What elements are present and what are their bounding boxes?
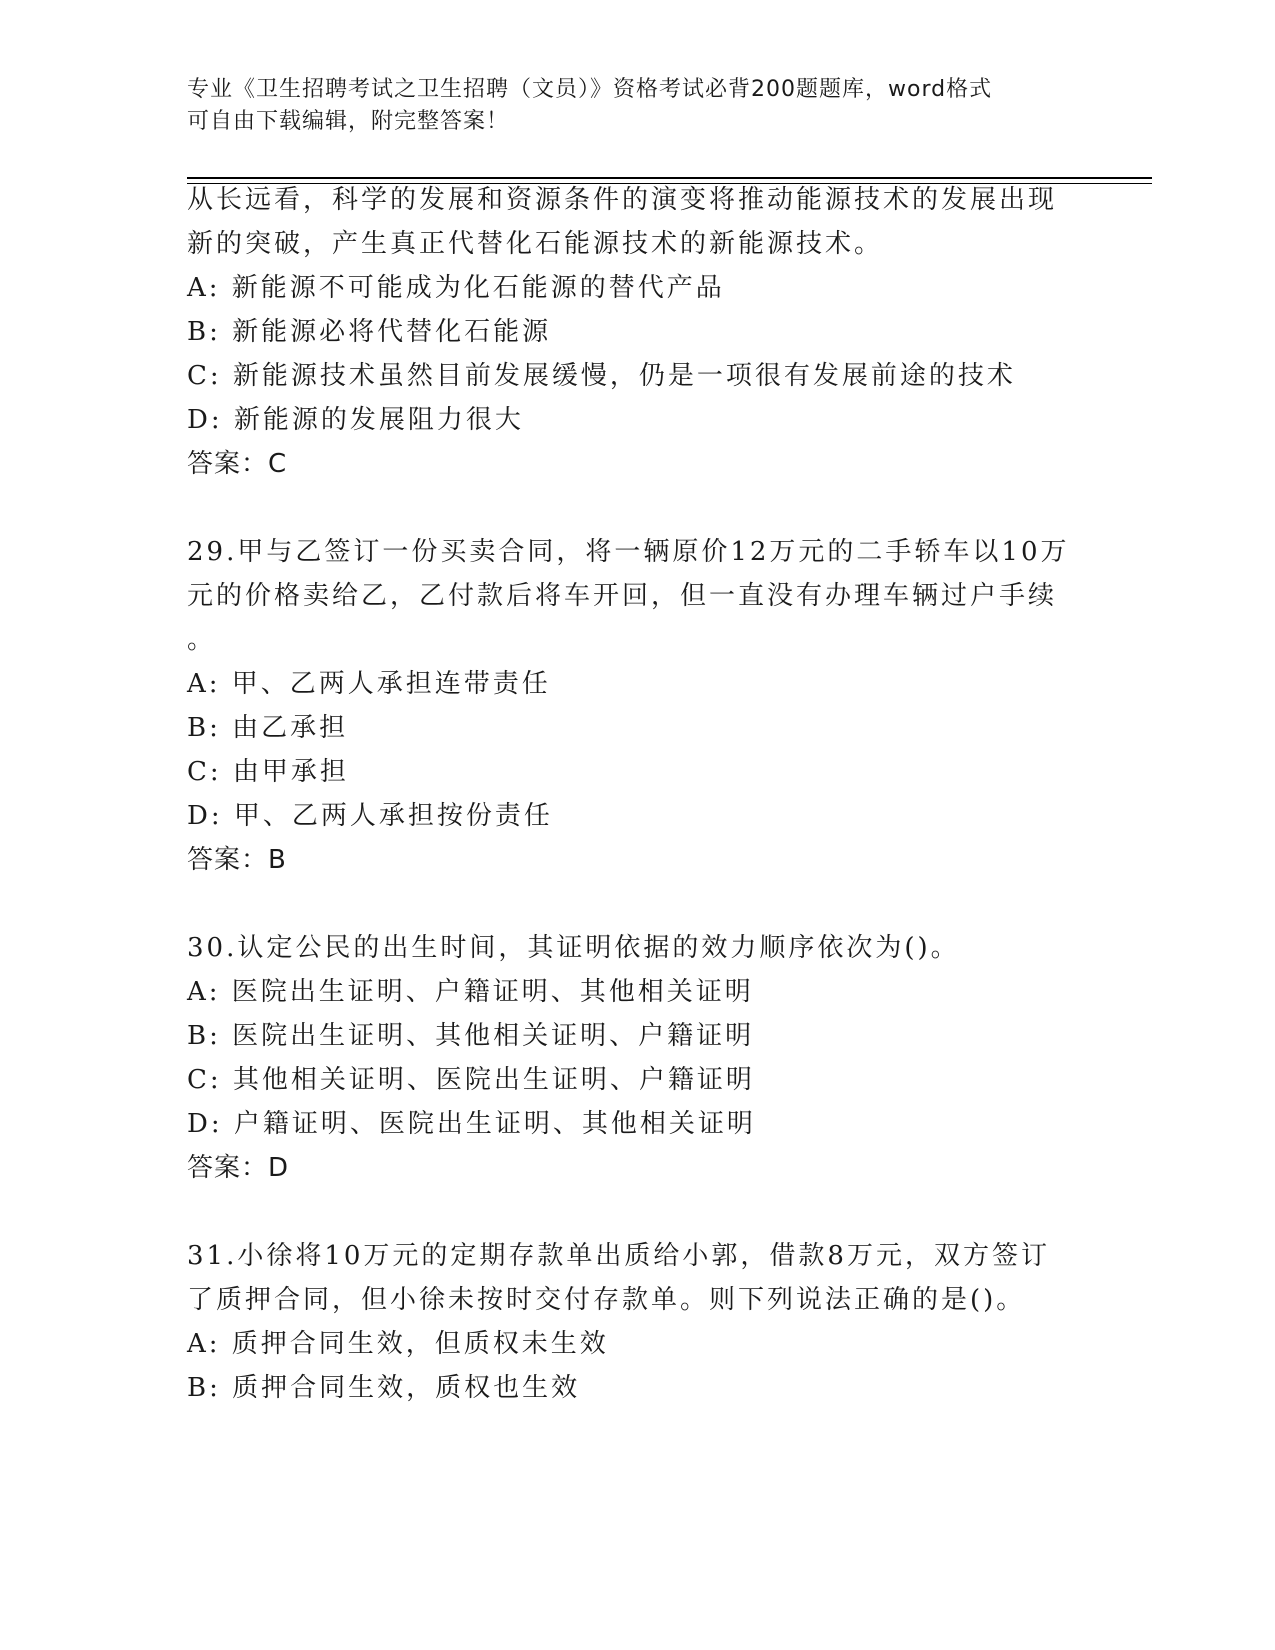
q29-option-d: D: 甲、乙两人承担按份责任 <box>187 801 553 831</box>
q29-stem-line-2: 元的价格卖给乙，乙付款后将车开回，但一直没有办理车辆过户手续 <box>187 581 1058 611</box>
q28-answer: 答案：C <box>187 449 288 479</box>
q28-option-a: A: 新能源不可能成为化石能源的替代产品 <box>187 273 725 303</box>
header-line-2: 可自由下载编辑，附完整答案！ <box>187 109 510 134</box>
q29-stem-line-3: 。 <box>187 625 217 655</box>
header-divider-thick <box>187 177 1152 179</box>
q29-option-a: A: 甲、乙两人承担连带责任 <box>187 669 551 699</box>
q29-stem-line-1: 29.甲与乙签订一份买卖合同，将一辆原价12万元的二手轿车以10万 <box>187 537 1070 567</box>
q28-stem-line-2: 新的突破，产生真正代替化石能源技术的新能源技术。 <box>187 229 884 259</box>
q31-option-b: B: 质押合同生效，质权也生效 <box>187 1373 581 1403</box>
q29-option-c: C: 由甲承担 <box>187 757 349 787</box>
q28-option-b: B: 新能源必将代替化石能源 <box>187 317 552 347</box>
q31-stem-line-1: 31.小徐将10万元的定期存款单出质给小郭，借款8万元，双方签订 <box>187 1241 1050 1271</box>
q30-option-d: D: 户籍证明、医院出生证明、其他相关证明 <box>187 1109 756 1139</box>
q28-stem-line-1: 从长远看，科学的发展和资源条件的演变将推动能源技术的发展出现 <box>187 185 1058 215</box>
q31-option-a: A: 质押合同生效，但质权未生效 <box>187 1329 609 1359</box>
q31-stem-line-2: 了质押合同，但小徐未按时交付存款单。则下列说法正确的是()。 <box>187 1285 1026 1315</box>
q29-option-b: B: 由乙承担 <box>187 713 349 743</box>
q30-option-c: C: 其他相关证明、医院出生证明、户籍证明 <box>187 1065 755 1095</box>
q28-option-d: D: 新能源的发展阻力很大 <box>187 405 524 435</box>
q28-option-c: C: 新能源技术虽然目前发展缓慢，仍是一项很有发展前途的技术 <box>187 361 1016 391</box>
q29-answer: 答案：B <box>187 845 287 875</box>
q30-answer: 答案：D <box>187 1153 290 1183</box>
header-line-1: 专业《卫生招聘考试之卫生招聘（文员）》资格考试必背200题题库，word格式 <box>187 77 993 102</box>
q30-stem-line-1: 30.认定公民的出生时间，其证明依据的效力顺序依次为()。 <box>187 933 960 963</box>
q30-option-b: B: 医院出生证明、其他相关证明、户籍证明 <box>187 1021 755 1051</box>
document-header <box>187 74 1087 138</box>
q30-option-a: A: 医院出生证明、户籍证明、其他相关证明 <box>187 977 754 1007</box>
